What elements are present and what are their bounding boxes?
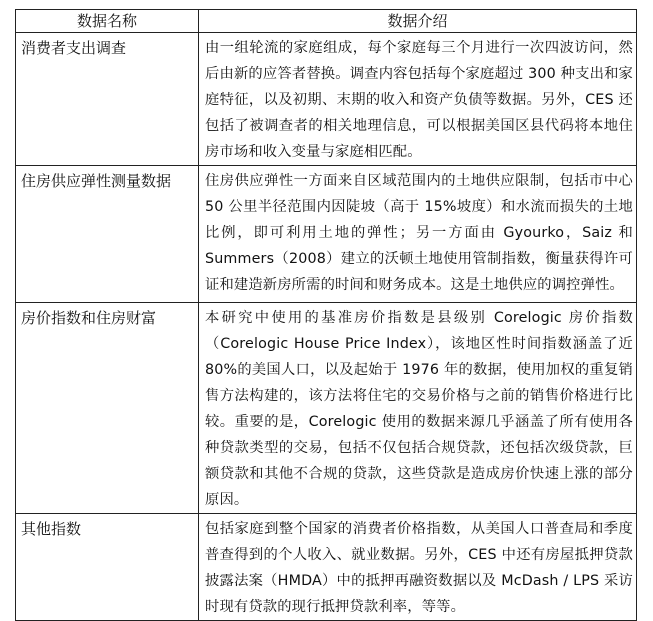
- row-name: 住房供应弹性测量数据: [16, 166, 199, 303]
- row-description: 包括家庭到整个国家的消费者价格指数，从美国人口普查局和季度普查得到的个人收入、就业数据。另外，CES 中还有房屋抵押贷款披露法案（HMDA）中的抵押再融资数据以及 McDash / LPS 采访时现有贷款的现行抵押贷款利率，等等。: [199, 514, 637, 621]
- table-row: [16, 303, 637, 514]
- row-description: 住房供应弹性一方面来自区域范围内的土地供应限制，包括市中心 50 公里半径范围内因陡坡（高于 15%坡度）和水流而损失的土地比例，即可利用土地的弹性；另一方面由 Gyourko，Saiz 和 Summers（2008）建立的沃顿土地使用管制指数，衡量获得许可证和建造新房所需的时间和财务成本。这是土地供应的调控弹性。: [199, 166, 637, 303]
- data-description-table-container: [15, 9, 636, 621]
- header-data-name: 数据名称: [16, 10, 199, 33]
- table-row: [16, 514, 637, 621]
- data-description-table: [15, 9, 637, 621]
- row-description: 本研究中使用的基准房价指数是县级别 Corelogic 房价指数（Corelogic House Price Index），该地区性时间指数涵盖了近80%的美国人口，以及起始于 1976 年的数据，使用加权的重复销售方法构建的，该方法将住宅的交易价格与之前的销售价格进行比较。重要的是，Corelogic 使用的数据来源几乎涵盖了所有使用各种贷款类型的交易，包括不仅包括合规贷款，还包括次级贷款，巨额贷款和其他不合规的贷款，这些贷款是造成房价快速上涨的部分原因。: [199, 303, 637, 514]
- table-header-row: [16, 10, 637, 33]
- row-name: 房价指数和住房财富: [16, 303, 199, 514]
- row-description: 由一组轮流的家庭组成，每个家庭每三个月进行一次四波访问，然后由新的应答者替换。调查内容包括每个家庭超过 300 种支出和家庭特征，以及初期、末期的收入和资产负债等数据。另外，CES 还包括了被调查者的相关地理信息，可以根据美国区县代码将本地住房市场和收入变量与家庭相匹配。: [199, 33, 637, 166]
- table-row: [16, 33, 637, 166]
- header-data-description: 数据介绍: [199, 10, 637, 33]
- row-name: 消费者支出调查: [16, 33, 199, 166]
- row-name: 其他指数: [16, 514, 199, 621]
- table-row: [16, 166, 637, 303]
